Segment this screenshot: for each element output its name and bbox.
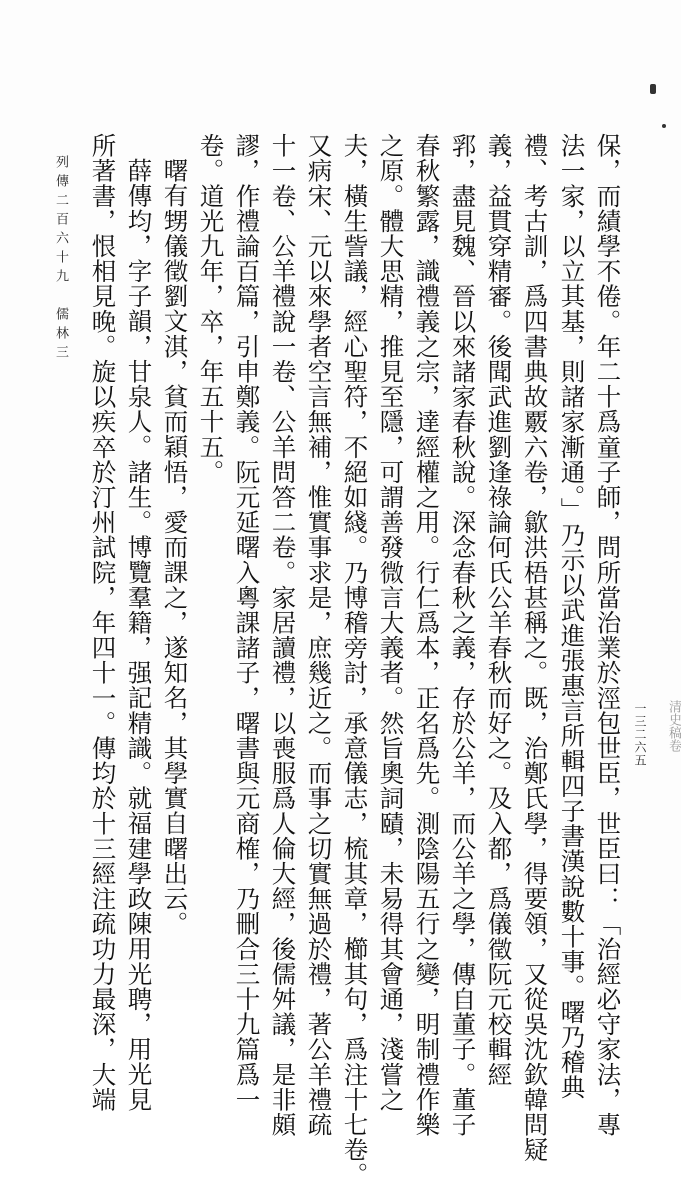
text-column-13: 曙有甥儀徵劉文淇，貧而穎悟，愛而課之，遂知名，其學實自曙出云。	[160, 158, 190, 937]
text-column-14: 薛傳均，字子韻，甘泉人。諸生。博覽羣籍，强記精識。就福建學政陳用光聘，用光見	[124, 158, 154, 1112]
running-title: 列傳二百六十九 儒林三	[53, 155, 68, 364]
text-column-3: 禮、考古訓，爲四書典故覈六卷，歙洪梧甚稱之。既，治鄭氏學，得要領，又從吳沈欽韓問疑	[520, 133, 550, 1163]
text-column-5: 郛，盡見魏、晉以來諸家春秋說。深念春秋之義，存於公羊，而公羊之學，傳自董子。董子	[448, 133, 478, 1137]
text-column-12: 卷。道光九年，卒，年五十五。	[196, 133, 226, 485]
text-column-6: 春秋繁露，識禮義之宗，達經權之用。行仁爲本，正名爲先。測陰陽五行之變，明制禮作樂	[412, 133, 442, 1137]
text-column-15: 所著書，恨相見晚。旋以疾卒於汀州試院，年四十一。傳均於十三經注疏功力最深，大端	[88, 133, 118, 1112]
text-column-10: 十一卷、公羊禮說一卷、公羊問答二卷。家居讀禮，以喪服爲人倫大經，後儒舛議，是非頗	[268, 133, 298, 1137]
text-column-8: 夫，橫生訾議，經心聖符，不絕如綫。乃博稽旁討，承意儀志，梳其章，櫛其句，爲注十七卷。	[340, 133, 370, 1187]
page-number: 一三二六五	[633, 702, 647, 767]
text-column-11: 謬，作禮論百篇，引申鄭義。阮元延曙入粵課諸子，曙書與元商榷，乃刪合三十九篇爲一	[232, 133, 262, 1112]
scan-speck	[662, 124, 666, 128]
text-column-7: 之原。體大思精，推見至隱，可謂善發微言大義者。然旨奧詞賾，未易得其會通，淺嘗之	[376, 133, 406, 1112]
text-column-2: 法一家，以立其基，則諸家漸通。」乃示以武進張惠言所輯四子書漢說數十事。曙乃稽典	[557, 133, 587, 1100]
text-column-1: 保，而績學不倦。年二十爲童子師，問所當治業於涇包世臣，世臣曰：「治經必守家法，專	[593, 133, 623, 1137]
text-column-4: 義，益貫穿精審。後聞武進劉逢祿論何氏公羊春秋而好之。及入都，爲儀徵阮元校輯經	[484, 133, 514, 1087]
scan-speck	[650, 84, 656, 94]
edge-fragment: 清史稿卷	[666, 700, 681, 752]
text-column-9: 又病宋、元以來學者空言無補，惟實事求是，庶幾近之。而事之切實無過於禮，著公羊禮疏	[304, 133, 334, 1137]
